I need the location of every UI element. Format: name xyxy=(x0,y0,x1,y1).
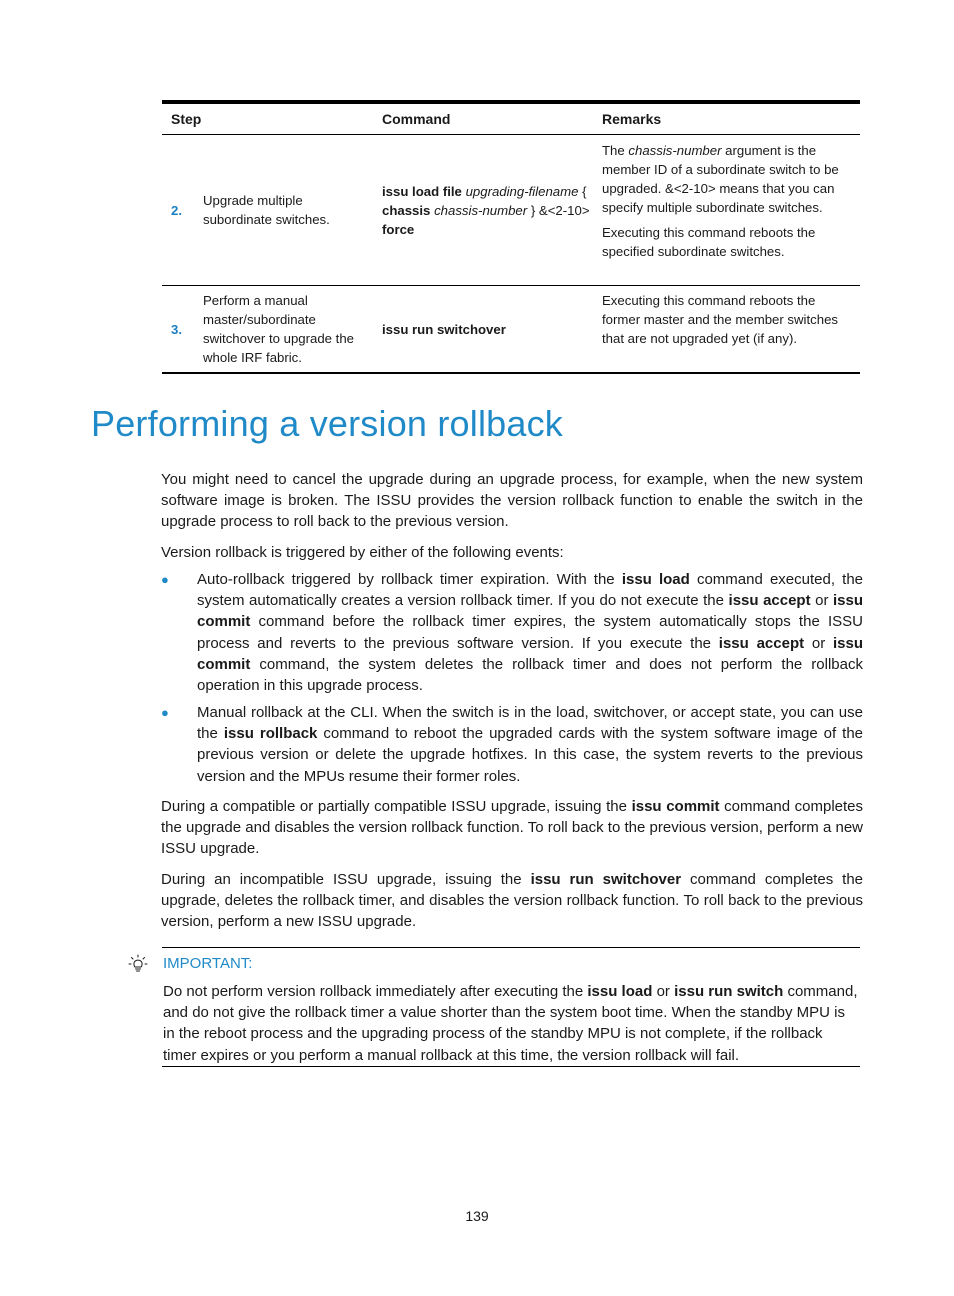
command-cell xyxy=(381,135,601,285)
note-bottom-rule xyxy=(162,1066,860,1067)
step-description: Upgrade multiple subordinate switches. xyxy=(203,193,330,227)
table-row xyxy=(162,135,860,286)
bullet-icon: ● xyxy=(161,572,169,587)
list-item-text: Manual rollback at the CLI. When the switch is in the load, switchover, or accept state, you can use the issu rollback command to reboot the upgraded cards with the system software image of the previous version or delete the upgrade hotfixes. In this case, the system reverts to the previous version and the MPUs resume their former roles. xyxy=(197,704,863,785)
remark-paragraph: The chassis-number argument is the member ID of a subordinate switch to be upgraded. &<2-10> means that you can specify multiple subordinate switches. xyxy=(602,143,839,215)
remarks-cell xyxy=(601,286,860,372)
important-text: Do not perform version rollback immediately after executing the issu load or issu run switch command, and do not give the rollback timer a value shorter than the system boot time. When the standby MPU is in the reboot process and the upgrading process of the standby MPU is not complete, if the rollback timer expires or you perform a manual rollback at this time, the version rollback will fail. xyxy=(163,983,858,1064)
list-item xyxy=(161,702,863,787)
list-item-text: Auto-rollback triggered by rollback timer expiration. With the issu load command executed, the system automatically creates a version rollback timer. If you do not execute the issu accept or issu commit command before the rollback timer expires, the system automatically stops the ISSU process and reverts to the previous software version. If you execute the issu accept or issu commit command, the system deletes the rollback timer and does not perform the rollback operation in this upgrade process. xyxy=(197,571,864,695)
header-command: Command xyxy=(382,111,451,127)
table-header-row xyxy=(162,104,860,135)
remark-paragraph: Executing this command reboots the former master and the member switches that are not upgraded yet (if any). xyxy=(602,293,838,346)
important-label: IMPORTANT: xyxy=(163,955,253,972)
remark-paragraph: Executing this command reboots the specified subordinate switches. xyxy=(602,225,816,259)
step-description: Perform a manual master/subordinate switchover to upgrade the whole IRF fabric. xyxy=(203,293,355,365)
step-cell xyxy=(162,286,381,372)
command-table xyxy=(162,100,860,374)
table-row xyxy=(162,286,860,374)
remarks-cell xyxy=(601,135,860,285)
section-heading: Performing a version rollback xyxy=(91,403,563,444)
lightbulb-icon xyxy=(128,954,148,974)
step-number: 3. xyxy=(171,321,182,337)
command-cell xyxy=(381,286,601,372)
step-number: 2. xyxy=(171,202,182,218)
incompatible-upgrade-paragraph: During an incompatible ISSU upgrade, issuing the issu run switchover command completes the upgrade, deletes the rollback timer, and disables the version rollback function. To roll back to the previous version, perform a new ISSU upgrade. xyxy=(161,871,864,931)
bullet-icon: ● xyxy=(161,705,169,720)
note-top-rule xyxy=(162,947,860,948)
command-syntax: issu load file upgrading-filename { chassis chassis-number } &<2-10> force xyxy=(382,183,590,237)
events-lead-paragraph: Version rollback is triggered by either of the following events: xyxy=(161,544,564,561)
step-cell xyxy=(162,135,381,285)
header-remarks: Remarks xyxy=(602,111,662,127)
list-item xyxy=(161,569,863,696)
header-step: Step xyxy=(171,111,202,127)
command-syntax: issu run switchover xyxy=(382,321,506,337)
compatible-upgrade-paragraph: During a compatible or partially compatible ISSU upgrade, issuing the issu commit command completes the upgrade and disables the version rollback function. To roll back to the previous version, perform a new ISSU upgrade. xyxy=(161,798,864,858)
page-number: 139 xyxy=(465,1208,489,1224)
intro-paragraph: You might need to cancel the upgrade during an upgrade process, for example, when the new system software image is broken. The ISSU provides the version rollback function to enable the switch in the upgrade process to roll back to the previous version. xyxy=(161,471,863,531)
